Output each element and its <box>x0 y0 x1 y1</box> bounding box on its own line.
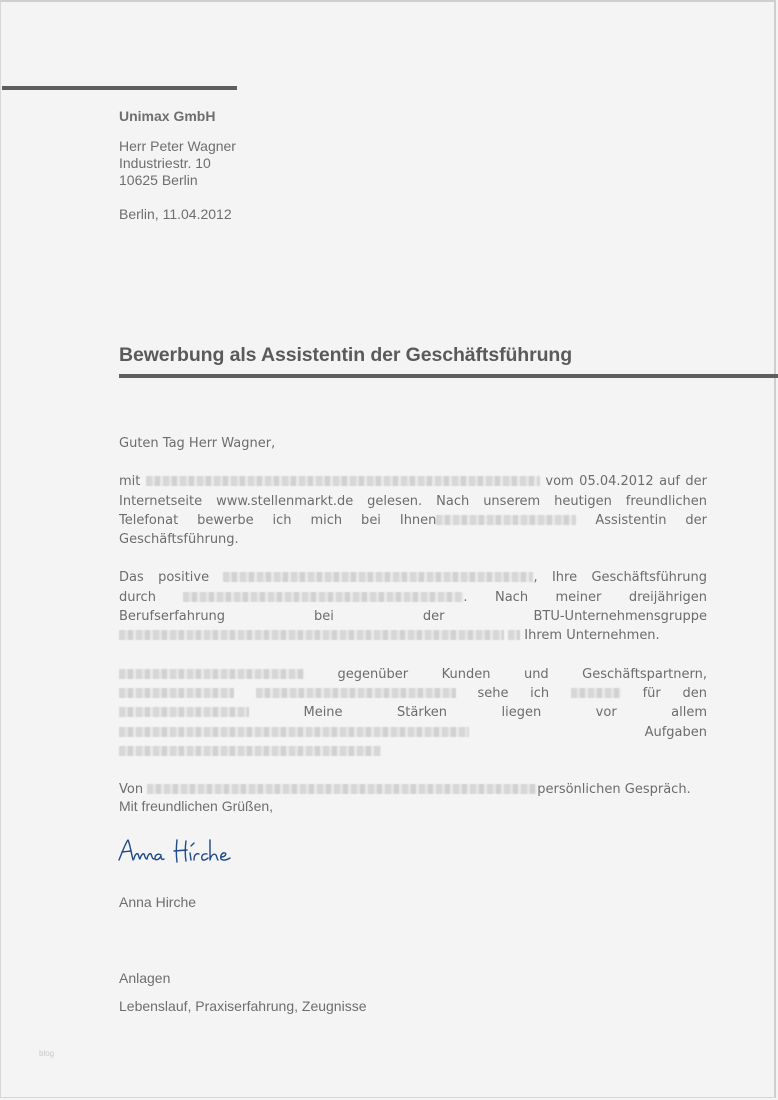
redacted-text <box>571 688 621 698</box>
watermark: blog <box>39 1049 55 1058</box>
text: Assistentin der Geschäftsführung. <box>119 512 707 548</box>
redacted-text <box>256 688 456 698</box>
letter-body <box>119 434 707 818</box>
text: Internetseite www.stellenmarkt.de gelesen. Nach unserem heutigen freundlichen Telefonat <box>119 493 707 528</box>
text: Das positive <box>119 570 210 586</box>
recipient-name: Herr Peter Wagner <box>119 138 236 154</box>
paragraph-4 <box>119 780 707 799</box>
text: der BTU-Unternehmensgruppe <box>422 609 708 625</box>
header-rule <box>2 86 237 90</box>
recipient-address <box>119 108 236 223</box>
closing: Mit freundlichen Grüßen, <box>119 798 274 814</box>
letter-date: Berlin, 11.04.2012 <box>119 206 232 222</box>
recipient-company: Unimax GmbH <box>119 108 216 124</box>
handwritten-signature <box>117 836 247 873</box>
redacted-text <box>119 707 249 717</box>
text: persönlichen Gespräch. <box>537 782 691 798</box>
text: für den <box>642 685 707 701</box>
text: Meine <box>303 705 343 721</box>
text: Ihre Geschäftsführung durch <box>119 570 708 605</box>
text: vom 05.04.2012 auf der <box>545 474 707 490</box>
text: mit <box>119 474 141 490</box>
paragraph-3 <box>119 665 707 761</box>
redacted-text <box>223 572 533 582</box>
text: Aufgaben <box>644 724 707 740</box>
text: Von <box>119 782 144 798</box>
greeting: Guten Tag Herr Wagner, <box>119 436 276 451</box>
paragraph-1 <box>119 472 707 549</box>
redacted-text <box>119 630 504 640</box>
redacted-text <box>119 727 469 737</box>
text: gegenüber Kunden und Geschäftspartnern, <box>337 666 707 682</box>
redacted-text <box>436 515 576 525</box>
redacted-text <box>119 669 304 679</box>
text: Nach meiner dreijährigen Berufserfahrung bei <box>119 589 707 625</box>
text: Ihrem Unternehmen. <box>524 628 660 644</box>
recipient-city: 10625 Berlin <box>119 172 198 188</box>
text: bewerbe ich mich bei Ihnen <box>197 512 437 528</box>
redacted-text <box>119 746 381 756</box>
subject-rule <box>119 374 778 378</box>
attachments-list: Lebenslauf, Praxiserfahrung, Zeugnisse <box>119 998 367 1014</box>
signer-name: Anna Hirche <box>119 894 197 910</box>
redacted-text <box>183 592 463 602</box>
redacted-text <box>146 476 540 486</box>
redacted-text <box>147 784 537 794</box>
signature-icon <box>117 836 247 868</box>
redacted-text <box>508 630 520 640</box>
text: Stärken liegen vor allem <box>397 705 707 721</box>
redacted-text <box>119 688 234 698</box>
letter-subject: Bewerbung als Assistentin der Geschäftsführung <box>119 344 573 366</box>
recipient-street: Industriestr. 10 <box>119 155 211 171</box>
paragraph-2: Das positive , Ihre Geschäftsführung durch . Nach meiner dreijährigen Berufserfahrung bei der BTU-Unternehmensgruppe Ihrem Unternehmen. <box>119 570 708 644</box>
text: sehe ich <box>477 685 550 701</box>
attachments-title: Anlagen <box>119 970 171 986</box>
